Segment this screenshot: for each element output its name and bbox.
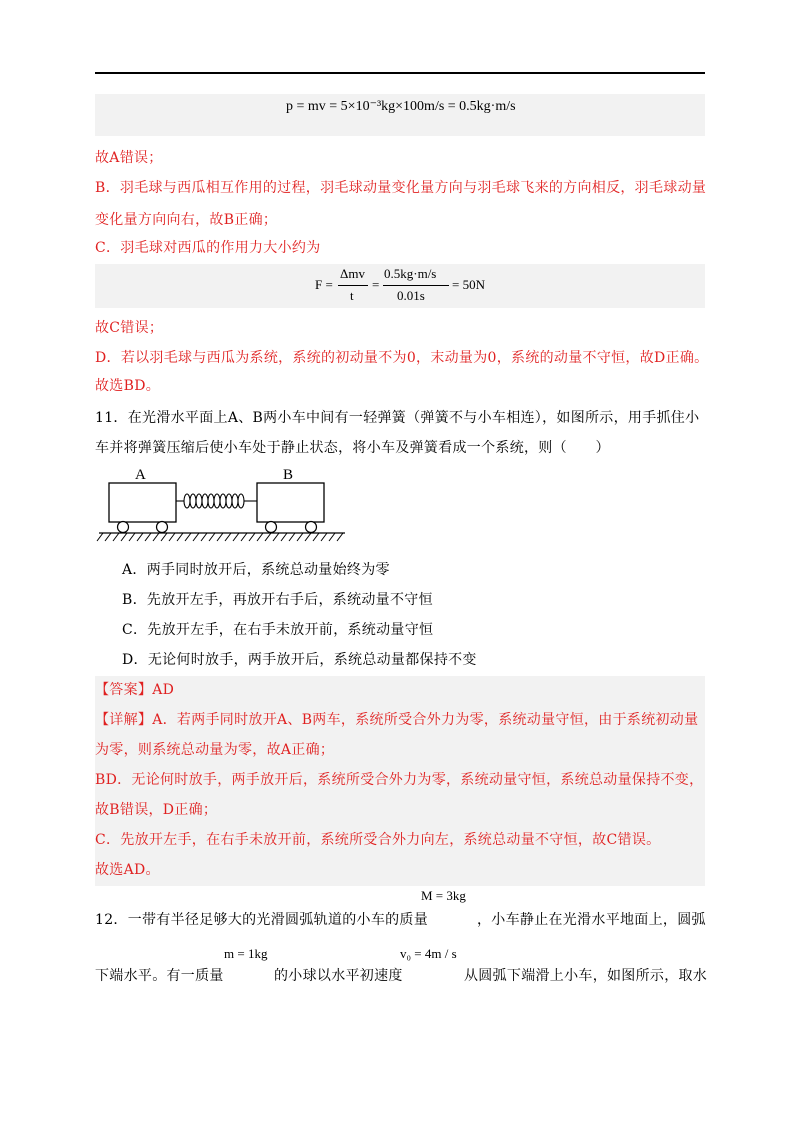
momentum-formula: p = mv = 5×10⁻³kg×100m/s = 0.5kg·m/s [286, 99, 516, 114]
cart-a [109, 483, 176, 522]
text-c-wrong: 故C错误； [95, 320, 164, 336]
q12-text-part1: 12．一带有半径足够大的光滑圆弧轨道的小车的质量 [95, 912, 429, 928]
q11-detail-line3: BD．无论何时放手，两手放开后，系统所受合外力为零，系统动量守恒，系统总动量保持不变， [95, 772, 704, 788]
cart-b-label: B [283, 467, 294, 483]
q11-detail-line4: 故B错误，D正确； [95, 802, 218, 818]
cart-a-wheel-right [157, 522, 168, 533]
text-select-bd: 故选BD。 [95, 378, 161, 394]
spring [176, 494, 257, 508]
cart-a-wheel-left [118, 522, 129, 533]
q12-text-part5: 从圆弧下端滑上小车，如图所示，取水 [464, 968, 708, 984]
q11-option-c: C．先放开左手，在右手未放开前，系统动量守恒 [122, 622, 434, 638]
cart-b-wheel-left [266, 522, 277, 533]
q12-text-part4: 的小球以水平初速度 [274, 968, 403, 984]
force-num2: 0.5kg·m/s [384, 266, 437, 281]
q11-detail-line5: C．先放开左手，在右手未放开前，系统所受合外力向左，系统总动量不守恒，故C错误。 [95, 832, 661, 848]
q11-option-a: A．两手同时放开后，系统总动量始终为零 [122, 562, 390, 578]
text-d-line1: D．若以羽毛球与西瓜为系统，系统的初动量不为0，末动量为0，系统的动量不守恒，故D正确。 [95, 350, 709, 366]
q11-detail-line6: 故选AD。 [95, 862, 160, 878]
fraction-bar-2 [383, 285, 449, 286]
fraction-bar-1 [338, 285, 368, 286]
q11-stem-line2: 车并将弹簧压缩后使小车处于静止状态，将小车及弹簧看成一个系统，则（ ） [95, 440, 610, 456]
q12-text-part3: 下端水平。有一质量 [95, 968, 224, 984]
force-rhs: = 50N [452, 277, 485, 292]
q12-mass-ball: m = 1kg [224, 946, 268, 961]
q11-detail-line1: 【详解】A．若两手同时放开A、B两车，系统所受合外力为零，系统动量守恒，由于系统初动量 [95, 712, 699, 728]
text-a-wrong: 故A错误； [95, 150, 163, 166]
cart-b-wheel-right [306, 522, 317, 533]
text-b-line2: 变化量方向向右，故B正确； [95, 212, 278, 228]
q11-detail-line2: 为零，则系统总动量为零，故A正确； [95, 742, 335, 758]
header-rule [95, 72, 705, 74]
force-den1: t [350, 288, 354, 303]
q11-option-d: D．无论何时放手，两手放开后，系统总动量都保持不变 [122, 652, 477, 668]
spring-carts-figure [95, 462, 355, 548]
force-den2: 0.01s [397, 288, 425, 303]
cart-b [257, 483, 324, 522]
cart-a-label: A [135, 467, 146, 483]
q12-initial-velocity: v₀ = 4m / s [400, 946, 457, 961]
q11-answer: 【答案】AD [95, 682, 175, 698]
ground-hatching [97, 533, 343, 541]
text-c-line1: C．羽毛球对西瓜的作用力大小约为 [95, 240, 321, 256]
q11-stem-line1: 11．在光滑水平面上A、B两小车中间有一轻弹簧（弹簧不与小车相连），如图所示，用手抓住小 [95, 410, 700, 426]
force-eq: = [372, 277, 380, 292]
q11-option-b: B．先放开左手，再放开右手后，系统动量不守恒 [122, 592, 433, 608]
q12-mass-cart: M = 3kg [421, 888, 466, 903]
force-lhs: F = [315, 277, 333, 292]
text-b-line1: B．羽毛球与西瓜相互作用的过程，羽毛球动量变化量方向与羽毛球飞来的方向相反，羽毛球动量 [95, 180, 707, 196]
q12-text-part2: ，小车静止在光滑水平地面上，圆弧 [477, 912, 706, 928]
force-num1: Δmv [340, 266, 365, 281]
